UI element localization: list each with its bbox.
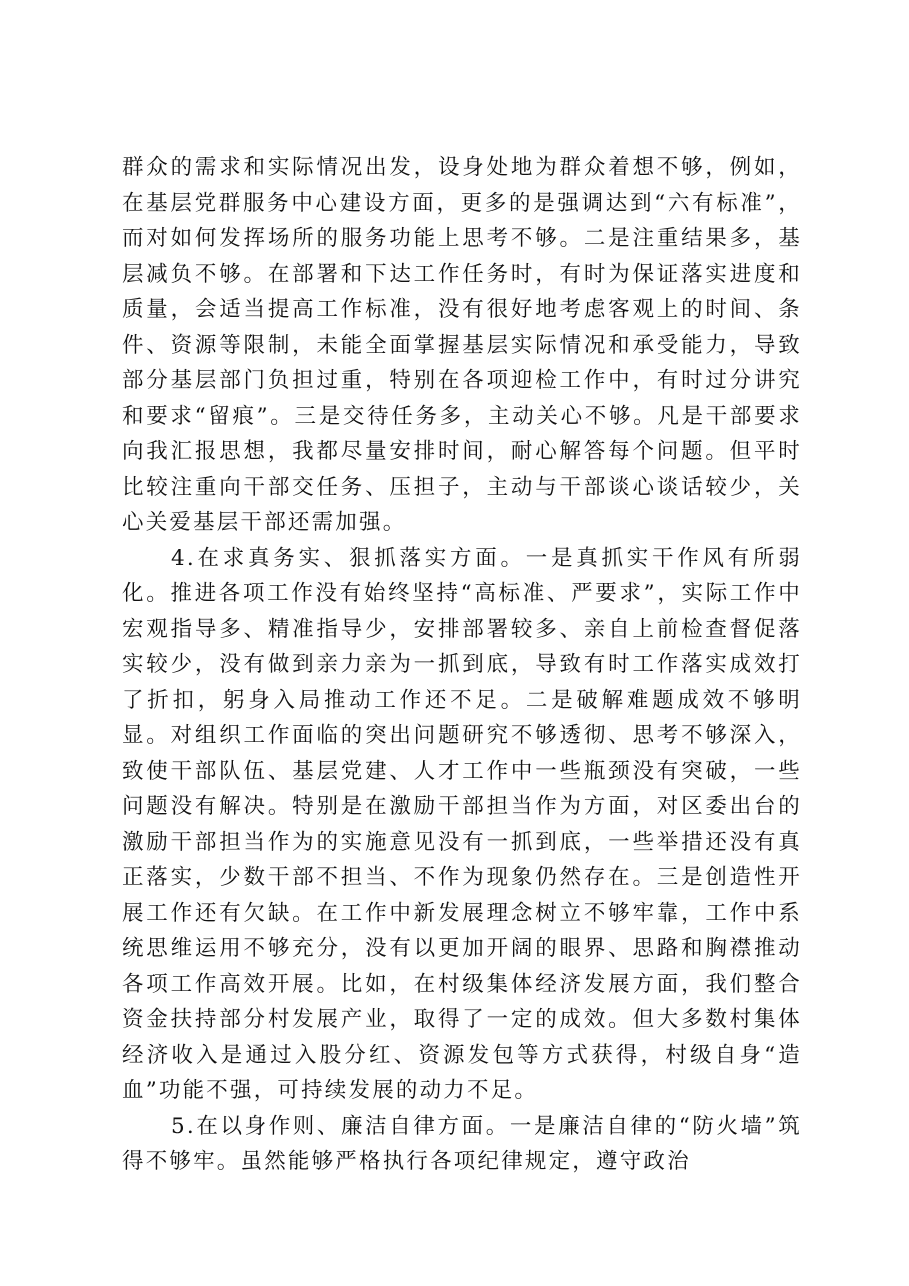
paragraph-section-5: 5.在以身作则、廉洁自律方面。一是廉洁自律的“防火墙”筑得不够牢。虽然能够严格执行各项纪律规定，遵守政治: [122, 1113, 802, 1174]
document-body: [122, 150, 802, 1180]
paragraph-section-4: 4.在求真务实、狠抓落实方面。一是真抓实干作风有所弱化。推进各项工作没有始终坚持“高标准、严要求”，实际工作中宏观指导多、精准指导少，安排部署较多、亲自上前检查督促落实较少，没有做到亲力亲为一抓到底，导致有时工作落实成效打了折扣，躬身入局推动工作还不足。二是破解难题成效不够明显。对组织工作面临的突出问题研究不够透彻、思考不够深入，致使干部队伍、基层党建、人才工作中一些瓶颈没有突破，一些问题没有解决。特别是在激励干部担当作为方面，对区委出台的激励干部担当作为的实施意见没有一抓到底，一些举措还没有真正落实，少数干部不担当、不作为现象仍然存在。三是创造性开展工作还有欠缺。在工作中新发展理念树立不够牢靠，工作中系统思维运用不够充分，没有以更加开阔的眼界、思路和胸襟推动各项工作高效开展。比如，在村级集体经济发展方面，我们整合资金扶持部分村发展产业，取得了一定的成效。但大多数村集体经济收入是通过入股分红、资源发包等方式获得，村级自身“造血”功能不强，可持续发展的动力不足。: [122, 545, 802, 1103]
paragraph-continuation: 群众的需求和实际情况出发，设身处地为群众着想不够，例如，在基层党群服务中心建设方面，更多的是强调达到“六有标准”，而对如何发挥场所的服务功能上思考不够。二是注重结果多，基层减负不够。在部署和下达工作任务时，有时为保证落实进度和质量，会适当提高工作标准，没有很好地考虑客观上的时间、条件、资源等限制，未能全面掌握基层实际情况和承受能力，导致部分基层部门负担过重，特别在各项迎检工作中，有时过分讲究和要求“留痕”。三是交待任务多，主动关心不够。凡是干部要求向我汇报思想，我都尽量安排时间，耐心解答每个问题。但平时比较注重向干部交任务、压担子，主动与干部谈心谈话较少，关心关爱基层干部还需加强。: [122, 155, 802, 535]
